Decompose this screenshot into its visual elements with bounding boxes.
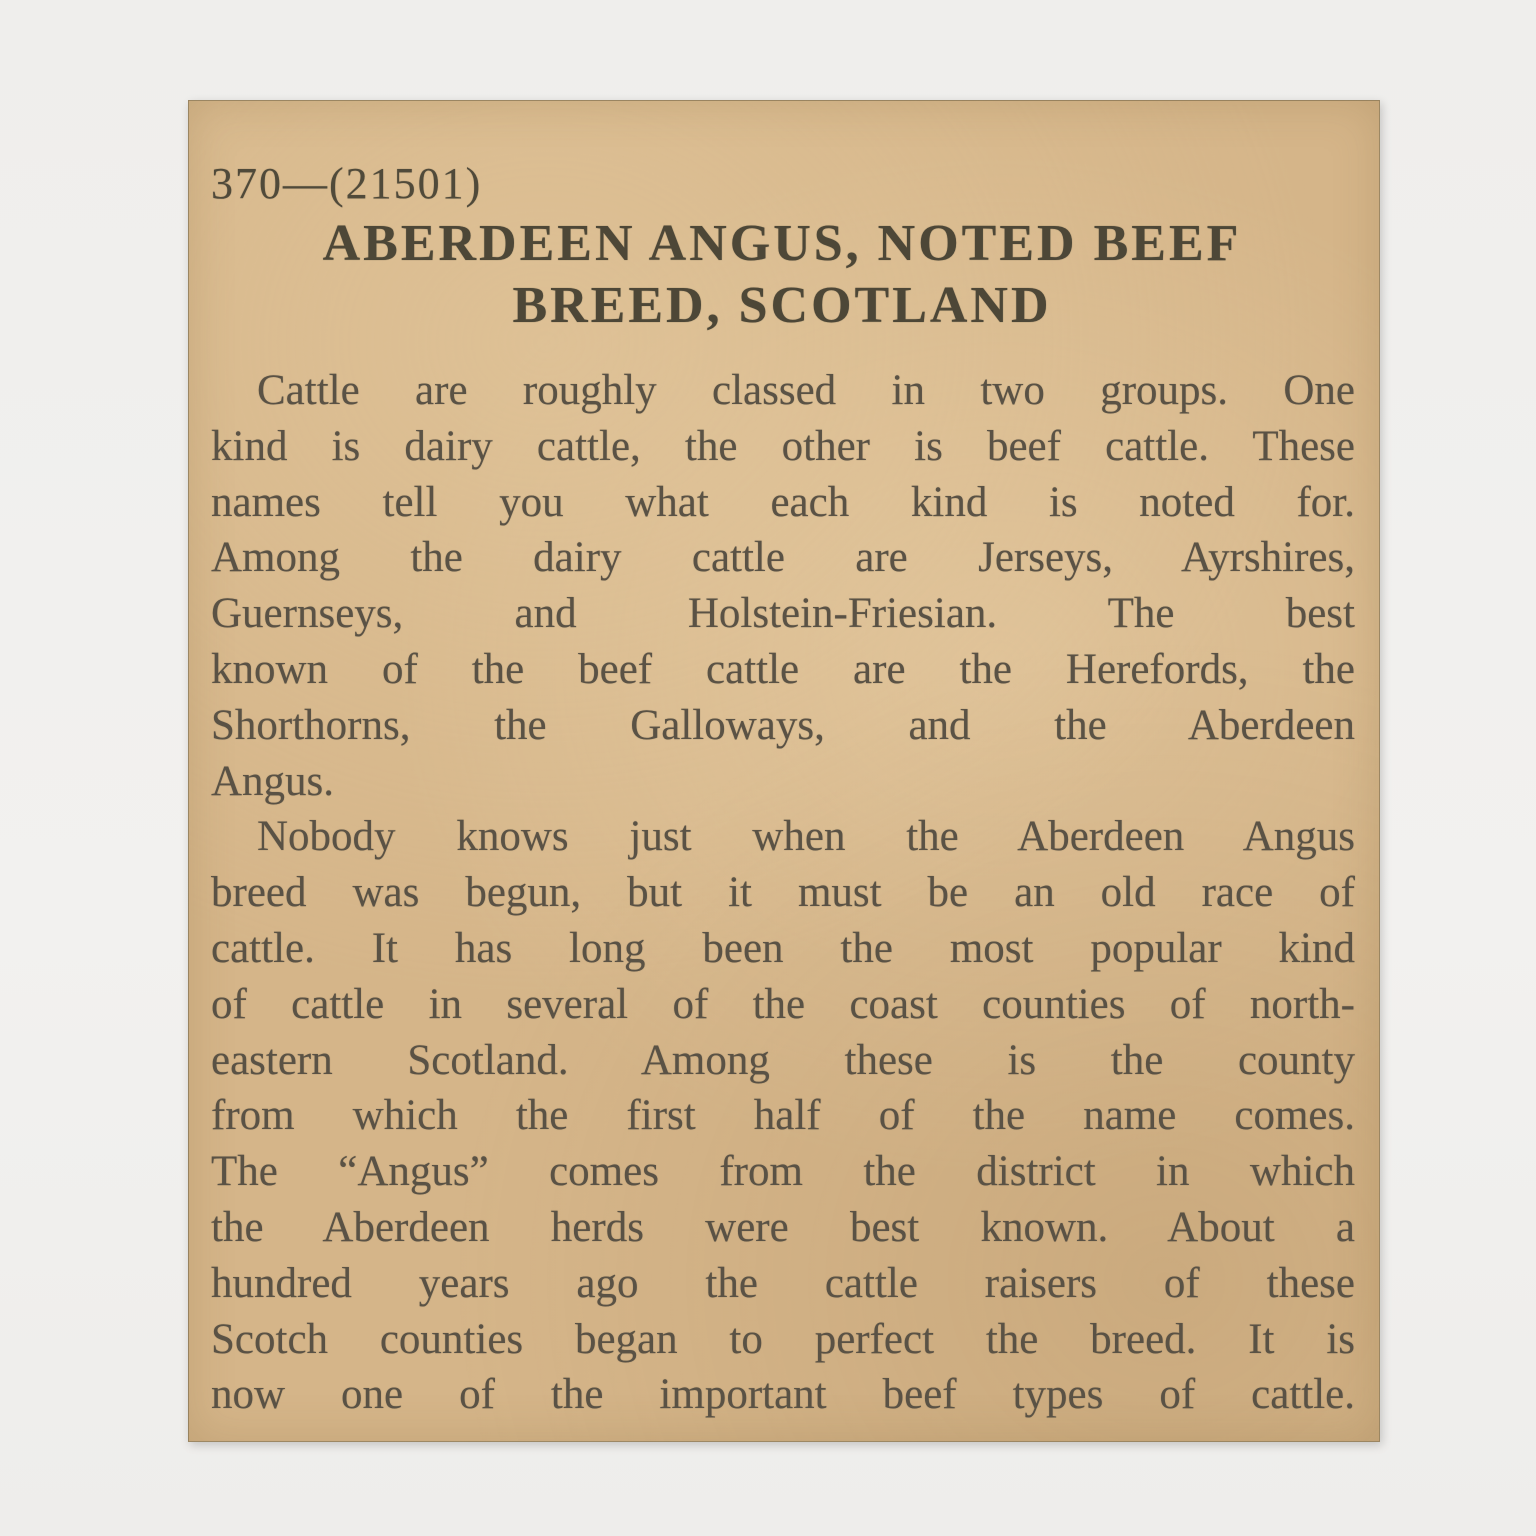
text-line: Scotch counties began to perfect the breed. It is <box>211 1315 1355 1363</box>
paragraph <box>211 809 1355 1423</box>
text-line: cattle. It has long been the most popular kind <box>211 924 1355 972</box>
text-line: Guernseys, and Holstein-Friesian. The best <box>211 590 1355 638</box>
text-line: Angus. <box>211 757 335 805</box>
text-line: Cattle are roughly classed in two groups. One <box>257 367 1355 414</box>
catalog-number: 370—(21501) <box>211 159 483 208</box>
card-body <box>211 363 1355 1423</box>
text-line: Nobody knows just when the Aberdeen Angus <box>257 813 1355 861</box>
text-line: now one of the important beef types of cattle. <box>211 1371 1355 1419</box>
text-line: breed was begun, but it must be an old race of <box>211 869 1355 917</box>
text-line: eastern Scotland. Among these is the county <box>211 1036 1355 1084</box>
text-line: kind is dairy cattle, the other is beef cattle. These <box>211 422 1355 470</box>
title-line-1: ABERDEEN ANGUS, NOTED BEEF <box>322 215 1242 272</box>
title-line-2: BREED, SCOTLAND <box>512 277 1052 334</box>
text-line: Among the dairy cattle are Jerseys, Ayrshires, <box>211 534 1355 582</box>
text-line: the Aberdeen herds were best known. About a <box>211 1203 1355 1251</box>
paragraph <box>211 363 1355 809</box>
text-line: hundred years ago the cattle raisers of these <box>211 1259 1355 1307</box>
text-line: Shorthorns, the Galloways, and the Aberdeen <box>211 701 1355 749</box>
text-line: of cattle in several of the coast counties of north- <box>211 980 1355 1028</box>
text-line: from which the first half of the name comes. <box>211 1092 1355 1140</box>
text-line: The “Angus” comes from the district in which <box>211 1148 1355 1196</box>
text-line: known of the beef cattle are the Herefords, the <box>211 645 1355 693</box>
index-card <box>188 100 1380 1442</box>
text-line: names tell you what each kind is noted for. <box>211 478 1355 526</box>
card-title <box>211 213 1353 337</box>
